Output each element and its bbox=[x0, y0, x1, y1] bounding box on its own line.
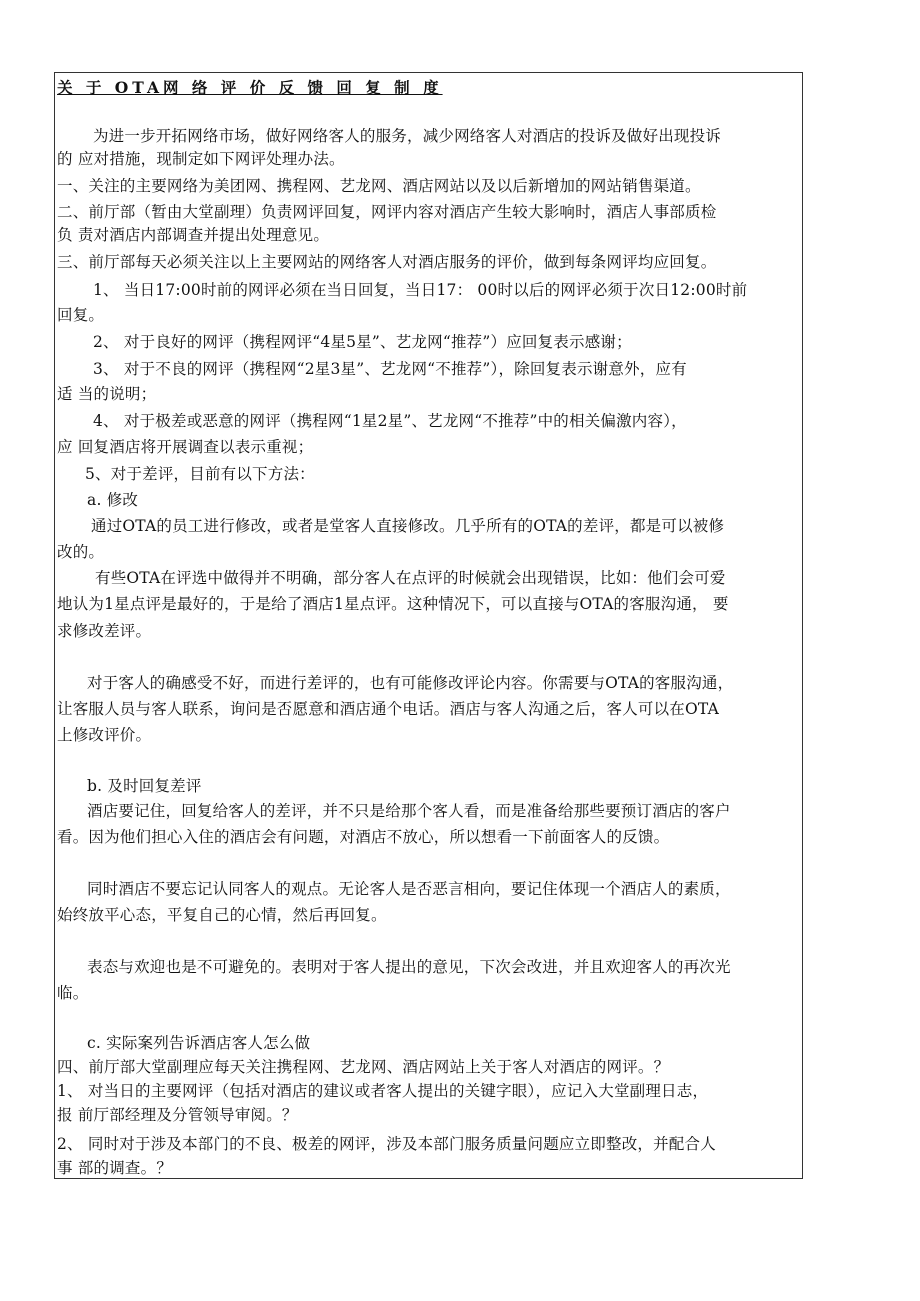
paragraph-line: 改的。 bbox=[57, 543, 105, 561]
paragraph-line: 5、对于差评，目前有以下方法： bbox=[85, 465, 315, 483]
document-title: 关 于 OTA网 络 评 价 反 馈 回 复 制 度 bbox=[57, 78, 443, 97]
paragraph-line: 4、 对于极差或恶意的网评（携程网“1星2星”、艺龙网“不推荐”中的相关偏激内容）， bbox=[93, 412, 687, 430]
paragraph-line: c. 实际案列告诉酒店客人怎么做 bbox=[87, 1034, 311, 1052]
paragraph-line: 看。因为他们担心入住的酒店会有问题，对酒店不放心，所以想看一下前面客人的反馈。 bbox=[57, 828, 670, 846]
paragraph-line: 有些OTA在评选中做得并不明确，部分客人在点评的时候就会出现错误，比如：他们会可爱 bbox=[95, 569, 726, 587]
paragraph-line: a. 修改 bbox=[87, 491, 139, 509]
paragraph-line: 2、 对于良好的网评（携程网评“4星5星”、艺龙网“推荐”）应回复表示感谢； bbox=[93, 333, 632, 351]
paragraph-line: b. 及时回复差评 bbox=[87, 777, 202, 795]
paragraph-line: 负 责对酒店内部调查并提出处理意见。 bbox=[57, 226, 330, 244]
document-frame bbox=[54, 72, 803, 1179]
paragraph-line: 三、前厅部每天必须关注以上主要网站的网络客人对酒店服务的评价，做到每条网评均应回复。 bbox=[57, 253, 717, 271]
paragraph-line: 地认为1星点评是最好的，于是给了酒店1星点评。这种情况下，可以直接与OTA的客服沟通， 要 bbox=[57, 595, 729, 613]
paragraph-line: 让客服人员与客人联系，询问是否愿意和酒店通个电话。酒店与客人沟通之后，客人可以在OTA bbox=[57, 700, 719, 718]
paragraph-line: 酒店要记住，回复给客人的差评，并不只是给那个客人看，而是准备给那些要预订酒店的客户 bbox=[87, 802, 731, 820]
paragraph-line: 表态与欢迎也是不可避免的。表明对于客人提出的意见，下次会改进，并且欢迎客人的再次光 bbox=[87, 958, 731, 976]
paragraph-line: 1、 当日17:00时前的网评必须在当日回复，当日17： 00时以后的网评必须于次日12:00时前 bbox=[93, 281, 748, 299]
paragraph-line: 事 部的调查。？ bbox=[57, 1159, 173, 1177]
paragraph-line: 通过OTA的员工进行修改，或者是堂客人直接修改。几乎所有的OTA的差评，都是可以被修 bbox=[91, 517, 725, 535]
paragraph-line: 临。 bbox=[57, 984, 89, 1002]
paragraph-line: 为进一步开拓网络市场，做好网络客人的服务，减少网络客人对酒店的投诉及做好出现投诉 bbox=[93, 127, 722, 145]
paragraph-line: 报 前厅部经理及分管领导审阅。？ bbox=[57, 1106, 298, 1124]
paragraph-line: 上修改评价。 bbox=[57, 726, 152, 744]
paragraph-line: 始终放平心态，平复自己的心情，然后再回复。 bbox=[57, 906, 387, 924]
paragraph-line: 的 应对措施，现制定如下网评处理办法。 bbox=[57, 150, 345, 168]
paragraph-line: 二、前厅部（暂由大堂副理）负责网评回复，网评内容对酒店产生较大影响时，酒店人事部质检 bbox=[57, 203, 717, 221]
paragraph-line: 3、 对于不良的网评（携程网“2星3星”、艺龙网“不推荐”），除回复表示谢意外，应有 bbox=[93, 360, 687, 378]
paragraph-line: 一、关注的主要网络为美团网、携程网、艺龙网、酒店网站以及以后新增加的网站销售渠道。 bbox=[57, 177, 701, 195]
paragraph-line: 适 当的说明； bbox=[57, 385, 157, 403]
paragraph-line: 四、前厅部大堂副理应每天关注携程网、艺龙网、酒店网站上关于客人对酒店的网评。？ bbox=[57, 1058, 670, 1076]
paragraph-line: 2、 同时对于涉及本部门的不良、极差的网评，涉及本部门服务质量问题应立即整改，并配合人 bbox=[57, 1135, 716, 1153]
paragraph-line: 1、 对当日的主要网评（包括对酒店的建议或者客人提出的关键字眼），应记入大堂副理日志， bbox=[57, 1082, 709, 1100]
paragraph-line: 对于客人的确感受不好，而进行差评的，也有可能修改评论内容。你需要与OTA的客服沟通， bbox=[87, 674, 734, 692]
paragraph-line: 同时酒店不要忘记认同客人的观点。无论客人是否恶言相向，要记住体现一个酒店人的素质， bbox=[87, 880, 731, 898]
paragraph-line: 求修改差评。 bbox=[57, 622, 152, 640]
paragraph-line: 应 回复酒店将开展调查以表示重视； bbox=[57, 438, 314, 456]
paragraph-line: 回复。 bbox=[57, 306, 105, 324]
